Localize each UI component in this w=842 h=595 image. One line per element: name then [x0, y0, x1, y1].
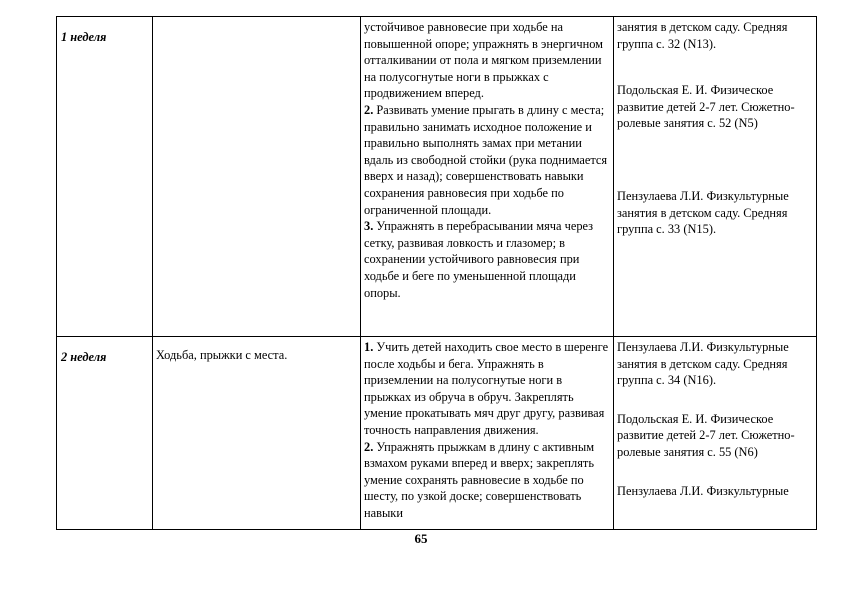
theme-cell: Ходьба, прыжки с места. [153, 337, 361, 530]
task-number: 2. [364, 439, 374, 454]
literature-item: Пензулаева Л.И. Физкультурные занятия в детском саду. Средняя группа с. 33 (N15). [617, 188, 789, 237]
task-number: 1. [364, 340, 374, 354]
literature-item: Подольская Е. И. Физическое развитие детей 2-7 лет. Сюжетно-ролевые занятия с. 55 (N6) [617, 411, 795, 459]
table-row [57, 337, 817, 530]
week-cell: 2 неделя [57, 337, 153, 530]
task-text: Упражнять прыжкам в длину с активным взмахом руками вперед и вверх; закреплять умение сохранять равновесие в ходьбе по шесту, по узкой доске; совершенствовать навыки [364, 439, 595, 520]
tasks-cell [361, 337, 614, 530]
task-text: Учить детей находить свое место в шеренге после ходьбы и бега. Упражнять в приземлении на полусогнутые ноги в прыжках из обруча в обруч. Закреплять умение прокатывать мяч друг другу, развивая точность направления движения. [364, 340, 609, 437]
task-item [364, 19, 610, 102]
task-text: Развивать умение прыгать в длину с места; правильно занимать исходное положение и правильно выполнять замах при метании вдаль из свободной стойки (рука поднимается вверх и назад); совершенствовать навыки сохранения равновесия при ходьбе по ограниченной площади. [364, 102, 608, 217]
literature-item: Пензулаева Л.И. Физкультурные [617, 483, 789, 498]
literature-item: Подольская Е. И. Физическое развитие детей 2-7 лет. Сюжетно-ролевые занятия с. 52 (N5) [617, 83, 795, 131]
plan-table [56, 16, 817, 530]
task-item [364, 102, 610, 218]
task-text: Упражнять в перебрасывании мяча через сетку, развивая ловкость и глазомер; в сохранении устойчивого равновесия при ходьбе и беге по уменьшенной площади опоры. [364, 219, 594, 300]
task-item [364, 439, 610, 522]
literature-cell [614, 337, 817, 530]
task-number: 2. [364, 102, 374, 117]
week-cell: 1 неделя [57, 17, 153, 337]
task-number: 3. [364, 219, 374, 234]
task-item [364, 339, 610, 439]
literature-item: занятия в детском саду. Средняя группа с. 32 (N13). [617, 20, 788, 51]
tasks-cell [361, 17, 614, 337]
literature-cell [614, 17, 817, 337]
page-number: 65 [414, 531, 428, 546]
table-row [57, 17, 817, 337]
theme-cell [153, 17, 361, 337]
task-text: устойчивое равновесие при ходьбе на повышенной опоре; упражнять в энергичном отталкивании от пола и мягком приземлении на полусогнутые ноги в прыжках с продвижением вперед. [364, 20, 604, 101]
task-item [364, 218, 610, 301]
literature-item: Пензулаева Л.И. Физкультурные занятия в детском саду. Средняя группа с. 34 (N16). [617, 340, 789, 388]
